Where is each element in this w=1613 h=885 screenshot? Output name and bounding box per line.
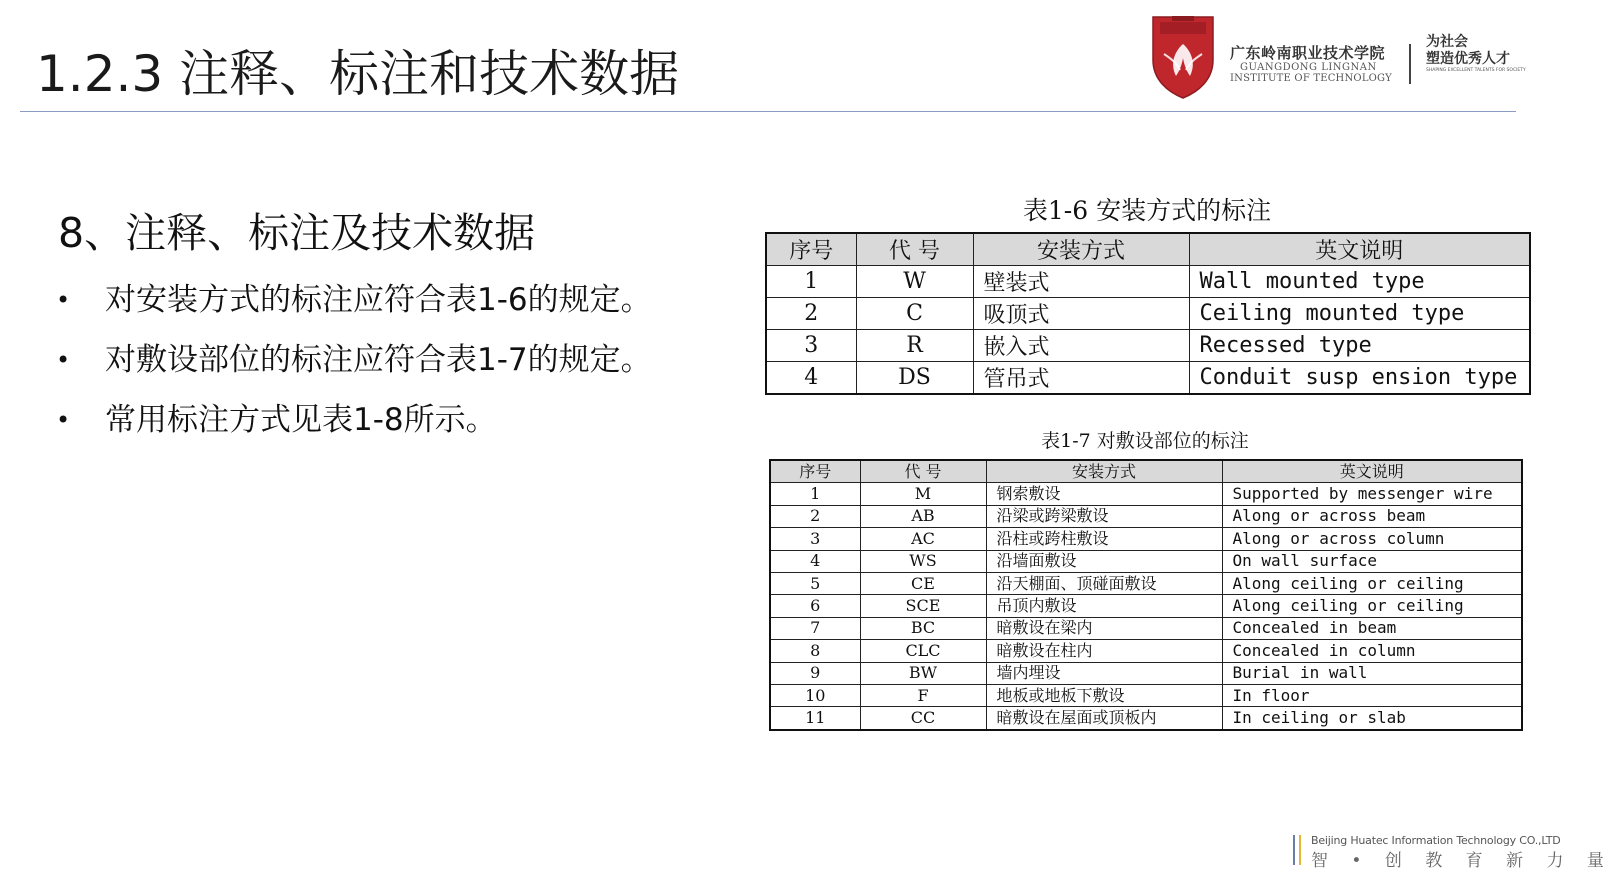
slogan-line2: 塑造优秀人才	[1426, 51, 1510, 67]
title-divider	[20, 111, 1516, 112]
slogan-line1: 为社会	[1426, 34, 1468, 50]
table-cell: Supported by messenger wire	[1222, 483, 1522, 505]
table-row	[766, 266, 1530, 298]
table-row	[770, 640, 1522, 662]
table-cell: 沿墙面敷设	[986, 550, 1222, 572]
school-name-cn: 广东岭南职业技术学院	[1230, 44, 1386, 62]
table-cell: 暗敷设在柱内	[986, 640, 1222, 662]
table-cell: R	[856, 330, 973, 362]
bullet-dot-icon: •	[56, 346, 71, 374]
table-cell: 11	[770, 707, 860, 730]
table-cell: CE	[860, 572, 986, 594]
table-1-6-caption: 表1-6 安装方式的标注	[1022, 196, 1272, 225]
table-cell: 壁装式	[973, 266, 1189, 298]
table-cell: W	[856, 266, 973, 298]
table-cell: Burial in wall	[1222, 662, 1522, 684]
table-cell: 暗敷设在梁内	[986, 617, 1222, 639]
school-logo	[1150, 14, 1540, 104]
table-cell: Along or across column	[1222, 528, 1522, 550]
table-cell: Recessed type	[1189, 330, 1530, 362]
school-name-en-line1: GUANGDONG LINGNAN	[1240, 62, 1377, 73]
table-row	[770, 707, 1522, 730]
table-row	[770, 684, 1522, 706]
table-cell: Along ceiling or ceiling	[1222, 572, 1522, 594]
table-1-7-caption: 表1-7 对敷设部位的标注	[1041, 430, 1249, 452]
table-cell: 暗敷设在屋面或顶板内	[986, 707, 1222, 730]
table-row	[770, 505, 1522, 527]
table-cell: 1	[770, 483, 860, 505]
table-cell: Wall mounted type	[1189, 266, 1530, 298]
table-cell: 2	[766, 298, 856, 330]
table-row	[766, 362, 1530, 395]
table-cell: BC	[860, 617, 986, 639]
table-row	[766, 298, 1530, 330]
section-heading: 8、注释、标注及技术数据	[58, 209, 536, 257]
table-cell: BW	[860, 662, 986, 684]
table-cell: 1	[766, 266, 856, 298]
table-row	[766, 330, 1530, 362]
table-cell: C	[856, 298, 973, 330]
table-cell: WS	[860, 550, 986, 572]
table-header-row	[766, 233, 1530, 266]
footer-slogan: 智 • 创 教 育 新 力 量	[1311, 851, 1613, 871]
table-row	[770, 595, 1522, 617]
table-cell: 4	[770, 550, 860, 572]
table-cell: AB	[860, 505, 986, 527]
table-row	[770, 572, 1522, 594]
table-cell: Ceiling mounted type	[1189, 298, 1530, 330]
table-cell: 吸顶式	[973, 298, 1189, 330]
table-cell: 6	[770, 595, 860, 617]
bullet-dot-icon: •	[56, 286, 71, 314]
table-cell: 8	[770, 640, 860, 662]
table-cell: 4	[766, 362, 856, 395]
table-cell: F	[860, 684, 986, 706]
table-cell: M	[860, 483, 986, 505]
table-cell: 10	[770, 684, 860, 706]
table-cell: 沿梁或跨梁敷设	[986, 505, 1222, 527]
table-cell: 3	[766, 330, 856, 362]
slogan-en: SHAPING EXCELLENT TALENTS FOR SOCIETY	[1426, 68, 1526, 73]
column-header: 序号	[770, 460, 860, 483]
table-cell: 地板或地板下敷设	[986, 684, 1222, 706]
column-header: 代 号	[860, 460, 986, 483]
table-cell: Concealed in column	[1222, 640, 1522, 662]
column-header: 代 号	[856, 233, 973, 266]
table-1-6	[765, 232, 1531, 395]
table-cell: 沿天棚面、顶碰面敷设	[986, 572, 1222, 594]
column-header: 安装方式	[973, 233, 1189, 266]
table-cell: In floor	[1222, 684, 1522, 706]
slide-title: 1.2.3 注释、标注和技术数据	[36, 45, 680, 103]
table-cell: 墙内埋设	[986, 662, 1222, 684]
table-cell: In ceiling or slab	[1222, 707, 1522, 730]
table-cell: DS	[856, 362, 973, 395]
table-cell: AC	[860, 528, 986, 550]
shield-emblem-icon	[1150, 14, 1216, 100]
logo-divider	[1409, 44, 1411, 84]
table-cell: SCE	[860, 595, 986, 617]
footer-accent-bar	[1299, 835, 1301, 865]
table-header-row	[770, 460, 1522, 483]
column-header: 英文说明	[1222, 460, 1522, 483]
table-row	[770, 617, 1522, 639]
table-row	[770, 662, 1522, 684]
table-cell: CLC	[860, 640, 986, 662]
school-name-en-line2: INSTITUTE OF TECHNOLOGY	[1230, 73, 1392, 84]
table-row	[770, 528, 1522, 550]
table-cell: 钢索敷设	[986, 483, 1222, 505]
table-cell: 2	[770, 505, 860, 527]
table-cell: CC	[860, 707, 986, 730]
column-header: 英文说明	[1189, 233, 1530, 266]
table-row	[770, 550, 1522, 572]
table-cell: 9	[770, 662, 860, 684]
table-cell: 5	[770, 572, 860, 594]
footer-company-name: Beijing Huatec Information Technology CO.,LTD	[1311, 834, 1561, 847]
table-cell: 7	[770, 617, 860, 639]
table-cell: Conduit susp ension type	[1189, 362, 1530, 395]
table-row	[770, 483, 1522, 505]
table-cell: On wall surface	[1222, 550, 1522, 572]
table-cell: 管吊式	[973, 362, 1189, 395]
table-cell: 3	[770, 528, 860, 550]
table-cell: 嵌入式	[973, 330, 1189, 362]
table-cell: 沿柱或跨柱敷设	[986, 528, 1222, 550]
table-cell: Concealed in beam	[1222, 617, 1522, 639]
table-cell: Along ceiling or ceiling	[1222, 595, 1522, 617]
footer-accent-bar	[1293, 835, 1295, 865]
column-header: 安装方式	[986, 460, 1222, 483]
table-cell: Along or across beam	[1222, 505, 1522, 527]
bullet-dot-icon: •	[56, 406, 71, 434]
table-cell: 吊顶内敷设	[986, 595, 1222, 617]
column-header: 序号	[766, 233, 856, 266]
table-1-7	[769, 459, 1523, 731]
